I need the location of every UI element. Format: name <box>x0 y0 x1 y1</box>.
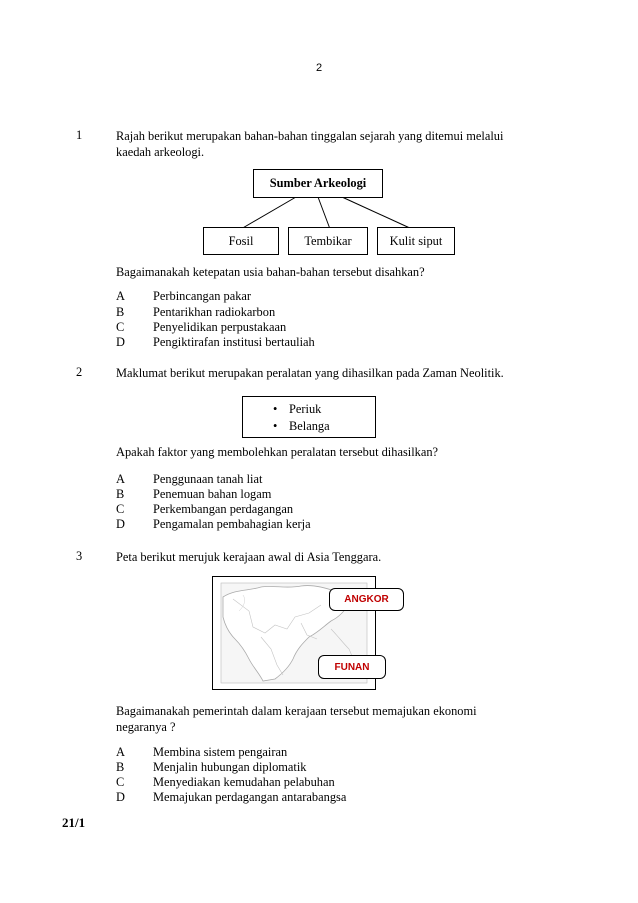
question-3-question <box>116 703 536 735</box>
info-item-belanga: • Belanga <box>273 418 375 435</box>
question-2-stem: Maklumat berikut merupakan peralatan yang dihasilkan pada Zaman Neolitik. <box>116 366 504 380</box>
info-item-periuk: • Periuk <box>273 401 375 418</box>
diagram-child-kulit-siput: Kulit siput <box>377 227 455 255</box>
q3-option-d-text[interactable]: Memajukan perdagangan antarabangsa <box>153 790 347 804</box>
question-2-number: 2 <box>76 365 83 379</box>
q1-option-c-text[interactable]: Penyelidikan perpustakaan <box>153 320 287 334</box>
q2-option-d-letter: D <box>116 517 125 531</box>
question-1-stem <box>116 128 536 160</box>
map-label-angkor: ANGKOR <box>329 588 404 611</box>
q2-option-b-text[interactable]: Penemuan bahan logam <box>153 487 272 501</box>
diagram-root-sumber-arkeologi: Sumber Arkeologi <box>253 169 383 198</box>
q3-option-a-letter: A <box>116 745 125 759</box>
question-3-question-line-1: Bagaimanakah pemerintah dalam kerajaan tersebut memajukan ekonomi <box>116 704 477 718</box>
diagram-child-fosil: Fosil <box>203 227 279 255</box>
paper-code-footer: 21/1 <box>62 815 86 830</box>
q1-option-d-text[interactable]: Pengiktirafan institusi bertauliah <box>153 335 315 349</box>
question-3-number: 3 <box>76 549 83 563</box>
question-2-question: Apakah faktor yang membolehkan peralatan tersebut dihasilkan? <box>116 445 439 459</box>
q1-option-d-letter: D <box>116 335 125 349</box>
q2-option-a-letter: A <box>116 472 125 486</box>
q1-option-a-text[interactable]: Perbincangan pakar <box>153 289 252 303</box>
diagram-child-tembikar: Tembikar <box>288 227 368 255</box>
map-label-funan: FUNAN <box>318 655 386 679</box>
q3-option-d-letter: D <box>116 790 125 804</box>
question-3-question-line-2: negaranya ? <box>116 720 176 734</box>
info-box-neolithic-tools <box>242 396 376 438</box>
q1-option-a-letter: A <box>116 289 125 303</box>
question-1-question: Bagaimanakah ketepatan usia bahan-bahan tersebut disahkan? <box>116 265 425 279</box>
question-1-stem-line-2: kaedah arkeologi. <box>116 145 205 159</box>
page-number: 2 <box>315 62 323 74</box>
question-1-stem-line-1: Rajah berikut merupakan bahan-bahan tinggalan sejarah yang ditemui melalui <box>116 129 504 143</box>
q1-option-b-letter: B <box>116 305 125 319</box>
question-1-number: 1 <box>76 128 83 142</box>
q3-option-b-letter: B <box>116 760 125 774</box>
q2-option-b-letter: B <box>116 487 125 501</box>
q2-option-a-text[interactable]: Penggunaan tanah liat <box>153 472 263 486</box>
diagram-connector-lines <box>200 196 460 230</box>
q2-option-c-text[interactable]: Perkembangan perdagangan <box>153 502 294 516</box>
q1-option-b-text[interactable]: Pentarikhan radiokarbon <box>153 305 276 319</box>
q2-option-d-text[interactable]: Pengamalan pembahagian kerja <box>153 517 311 531</box>
q2-option-c-letter: C <box>116 502 125 516</box>
q1-option-c-letter: C <box>116 320 125 334</box>
q3-option-c-letter: C <box>116 775 125 789</box>
q3-option-a-text[interactable]: Membina sistem pengairan <box>153 745 288 759</box>
q3-option-b-text[interactable]: Menjalin hubungan diplomatik <box>153 760 307 774</box>
question-3-stem: Peta berikut merujuk kerajaan awal di Asia Tenggara. <box>116 550 382 564</box>
q3-option-c-text[interactable]: Menyediakan kemudahan pelabuhan <box>153 775 335 789</box>
